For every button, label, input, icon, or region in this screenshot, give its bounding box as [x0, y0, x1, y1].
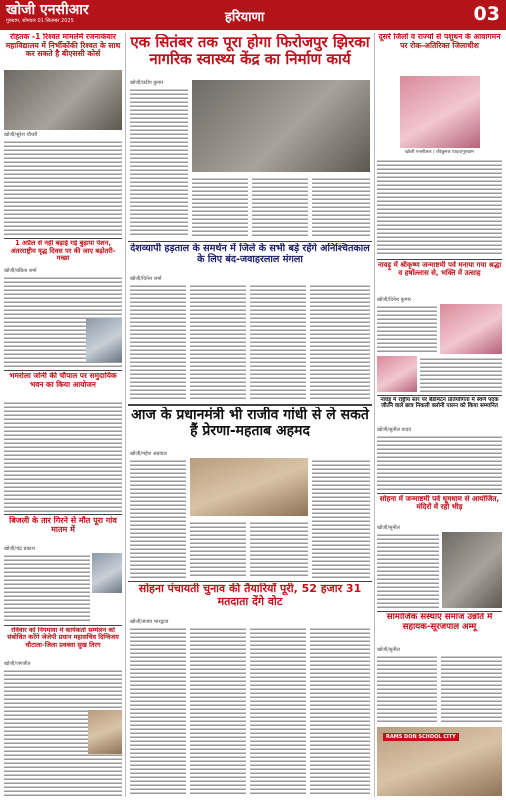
janm-photo — [440, 304, 502, 354]
column-rule — [374, 33, 375, 797]
lead-body-col4 — [312, 176, 370, 238]
story4-byline: खोजी/चंद्र प्रकाश — [4, 546, 35, 552]
story5-headline: रविवार को निगमावा में कार्यकर्ता सम्मेलन को संबोधित करेंगे जेजेपी प्रधान महासचिव दिग्विजय चौटाला-जिला प्रवक्ता सुख तिरग — [7, 627, 119, 649]
column-rule — [125, 33, 126, 797]
mid-body-col2 — [190, 283, 246, 401]
story5-photo — [88, 710, 122, 754]
story4-photo — [92, 553, 122, 593]
school-banner: RAMS DON SCHOOL CITY — [383, 733, 459, 741]
right1-caption: खोजी एनसीआर / रविकुमार यादव/गुरुग्राम — [405, 150, 474, 155]
sohna-headline: सोहना पंचायती चुनाव की तैयारियाँ पूरी, 52 हजार 31 मतदाता देंगे वोट — [138, 583, 362, 608]
sohna-body-col1 — [130, 626, 186, 796]
issue-date: गुरुग्राम, सोमवार 01 सितम्बर 2025 — [6, 18, 74, 24]
sohna2-photo — [442, 532, 502, 608]
divider — [377, 259, 502, 260]
sohna-body-col2 — [190, 626, 246, 796]
mid-body-col1 — [130, 283, 186, 401]
right1-body — [377, 158, 502, 256]
lead-headline: एक सितंबर तक पूरा होगा फिरोजपुर झिरका नागरिक स्वास्थ्य केंद्र का निर्माण कार्य — [130, 34, 370, 69]
story5-byline: खोजी/जगजीत — [4, 661, 31, 667]
lead-body-col3 — [252, 176, 308, 238]
mid-body-col4 — [310, 283, 370, 401]
rajiv-headline: आज के प्रधानमंत्री भी राजीव गांधी से ले सकते हैं प्रेरणा-महताब अहमद — [131, 407, 369, 440]
divider — [4, 514, 122, 515]
sohna2-byline: खोजी/सुनील — [377, 525, 400, 531]
rajiv-byline: खोजी/महेश अग्रवाल — [130, 451, 167, 457]
sohna-body-col4 — [310, 626, 370, 796]
story1-byline: खोजी/सुरेश चौधरी — [4, 132, 38, 138]
divider — [377, 395, 502, 396]
janm-byline: खोजी/दिनेश कुमार — [377, 297, 411, 303]
mid-headline: देशव्यापी हड़ताल के समर्थन में जिले के सभी बड़े रहेंगे अनिश्चितकाल के लिए बंद-जवाहरलाल मंगला — [130, 243, 370, 266]
story2-photo — [86, 318, 122, 362]
sohna2-headline: सोहना में जन्माष्टमी पर्व धूमधाम से आयोजित, मंदिरों में रही भीड़ — [379, 495, 500, 512]
social-body-col2 — [441, 654, 502, 724]
sohna2-body — [377, 532, 439, 608]
story2-headline: 1 अप्रैल से नहीं बढ़ाई गई बुढ़ापा पेंशन, अंतरराष्ट्रीय वृद्ध दिवस पर की जाए बढ़ोतरी- गच्छा — [10, 240, 116, 263]
rajiv-body-col2 — [190, 520, 246, 578]
story4-headline: बिजली के तार गिरने से मौत पूरा गांव मातम में — [9, 516, 117, 535]
lead-photo — [192, 80, 370, 172]
divider — [128, 404, 372, 406]
janm-headline: नावड़ू में श्रीकृष्ण जन्माष्टमी पर्व मनाया गया श्रद्धा व हर्षोल्लास से, भक्ति में उत्साह — [377, 261, 502, 278]
divider — [128, 581, 372, 582]
janm-photo-2 — [377, 356, 417, 392]
story1-photo — [4, 70, 122, 130]
divider — [4, 370, 122, 371]
natl-body — [377, 434, 502, 490]
section-name: हरियाणा — [225, 10, 265, 25]
social-body-col1 — [377, 654, 437, 724]
story1-body — [4, 139, 122, 235]
natl-byline: खोजी/सुनील यादव — [377, 427, 412, 433]
lead-body-col2 — [192, 176, 248, 238]
story2-byline: खोजी/बबिता शर्मा — [4, 268, 37, 274]
story4-body — [4, 553, 90, 623]
natl-headline: नावड़ू में राष्ट्रीय स्तर पर बैडमिंटन प्रतियोगिता में स्वर्ण पदक जीतने वाले छात्र निकली क्लोनी पालन को किया सम्मानित — [380, 397, 499, 410]
right1-photo — [400, 76, 480, 148]
divider — [4, 238, 122, 239]
divider — [377, 493, 502, 494]
janm-body-col1 — [377, 304, 437, 354]
sohna-body-col3 — [250, 626, 306, 796]
lead-byline: खोजी/प्रदीप कुमार — [130, 80, 164, 86]
story3-headline: भमरोला जोनी की चौपाल पर समुदायिक भवन का किया आयोजन — [9, 372, 117, 389]
masthead — [0, 0, 506, 30]
story3-body — [4, 400, 122, 512]
right1-headline: दूसरे जिलों व राज्यों से पशुधन के आवागमन पर रोक-अतिरिक्त जिलाधीश — [378, 33, 501, 50]
sohna-byline: खोजी/संजय भारद्वाज — [130, 619, 169, 625]
mid-body-col3 — [250, 283, 306, 401]
rajiv-body-col1 — [130, 458, 186, 578]
mid-byline: खोजी/दिनेश शर्मा — [130, 276, 162, 282]
page-number: 03 — [473, 3, 500, 25]
divider — [377, 611, 502, 612]
lead-body-col1 — [130, 87, 188, 237]
rajiv-body-col4 — [312, 458, 370, 578]
divider — [4, 625, 122, 626]
social-headline: सामाजिक संस्थाएं समाज उन्नति में सहायक-सूरजपाल अम्मू — [386, 613, 493, 632]
social-photo — [377, 727, 502, 796]
janm-body-col2 — [420, 356, 502, 392]
rajiv-body-col3 — [250, 520, 308, 578]
newspaper-logo: खोजी एनसीआर — [6, 2, 89, 18]
rajiv-photo — [190, 458, 308, 516]
story1-headline: रोहतक -1 रिश्वत मामलेमें रजनाकंवार महाविद्यालय में निर्भीकोंकी रिश्वत के साथ कर सकते है बीएससी कोर्स — [5, 33, 121, 59]
social-byline: खोजी/सुनील — [377, 647, 400, 653]
divider — [128, 241, 372, 242]
